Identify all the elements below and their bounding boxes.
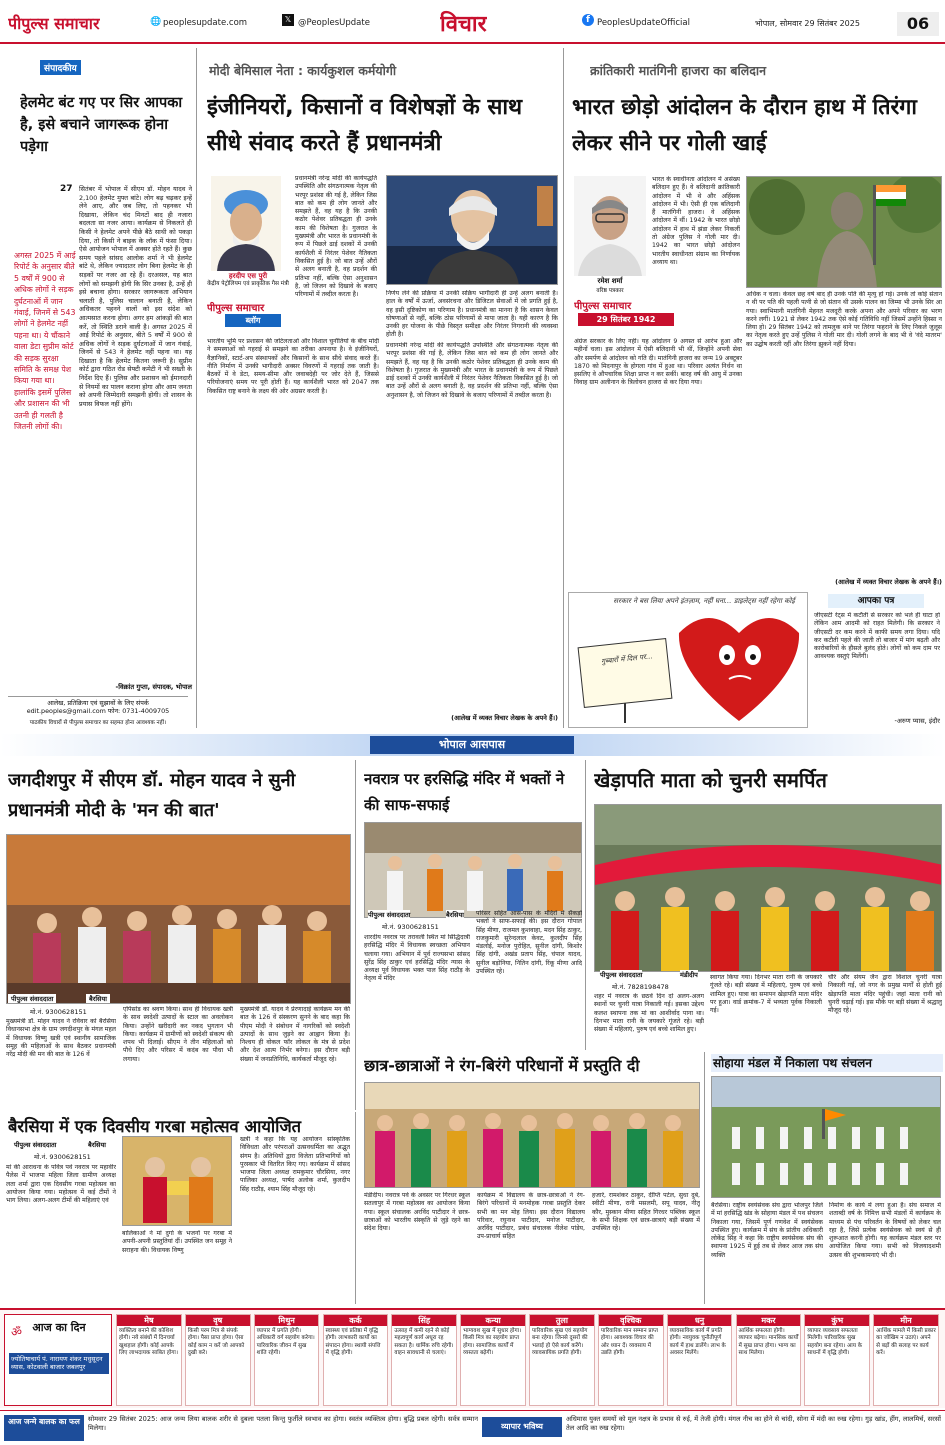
- rashi-name: धनु: [668, 1315, 732, 1326]
- mann-ki-baat-story: [0, 760, 356, 1110]
- birthday-tag: आज जन्मे बालक का फल: [4, 1415, 84, 1441]
- harsiddhi-credit: पीपुल्स संवाददाता: [368, 911, 411, 919]
- garba-story: [0, 1112, 356, 1304]
- letters-body: जीएसटी रेट्स में कटौती से सरकार को भले ही घाटा हो लेकिन आम आदमी को राहत मिलेगी। कि सरकार ने जीएसटी दर कम करने में काफी समय लगा दिया। यदि कर कटौती पहले की जाती तो बाजार में मांग बढ़ती और कारोबारियों के हौसले बुलंद होते। लोगों को कम दाम पर आवश्यक वस्तुएं मिलेंगी।: [814, 612, 940, 661]
- students-body-1: मंडीदीप। नवरात्र पर्व के अवसर पर गिरधर स्कूल सतलापुर में गरबा महोत्सव का आयोजन किया गया। स्कूल संचालक अरविंद पाटीदार ने छात्र-छात्राओं को भारतीय संस्कृति से जुड़े रहने का संदेश दिया।: [364, 1192, 470, 1233]
- chunari-story: [590, 760, 945, 1050]
- editorial-byline: -विक्रांत गुप्ता, संपादक, भोपाल: [115, 683, 192, 691]
- website-link[interactable]: peoplesupdate.com: [163, 18, 248, 28]
- rashi-card: [598, 1314, 664, 1406]
- author-name-sharma: रमेश शर्मा: [597, 277, 623, 285]
- sohaya-body-1: बैरसिया। राष्ट्रीय स्वयंसेवक संघ द्वारा भोजपुर जिले में मां हरसिद्धि खंड के सोहाया मंडल में पथ संचलन निकाला गया, जिसमें पूर्ण गणवेश में स्वयंसेवक उपस्थित हुए। कार्यक्रम में संघ के प्रांतीय अधिकारी लोकेंद्र सिंह ने कहा कि राष्ट्रीय स्वयंसेवक संघ की स्थापना 1925 में हुई तब से लेकर आज तक संघ व्यक्ति: [711, 1202, 823, 1259]
- brand-logo: पीपुल्स समाचार: [8, 14, 100, 33]
- mann-ki-baat-place: बैरसिया: [86, 994, 110, 1003]
- rashi-name: मीन: [874, 1315, 938, 1326]
- rashi-text: व्यावसायिक कार्य में प्रगति होगी। नवयुवक चुनौतीपूर्ण कार्य में हाथ डालेंगे। लाभ के अवसर मिलेंगे।: [669, 1328, 726, 1357]
- mann-ki-baat-credit: पीपुल्स संवाददाता: [8, 994, 56, 1003]
- hazra-kicker: क्रांतिकारी मातंगिनी हाजरा का बलिदान: [590, 63, 767, 78]
- sohaya-story: [709, 1052, 945, 1304]
- rashi-name: कर्क: [324, 1315, 388, 1326]
- blog-brand: पीपुल्स समाचार: [207, 303, 265, 314]
- letters-title: आपका पत्र: [828, 594, 924, 608]
- harsiddhi-body-1: शारदीय नवरात्र पर तरावली स्थित मां सिद्धिदात्री हरसिद्धि मंदिर में विधायक स्वच्छता अभियान चलाया गया। अभियान में पूर्व राज्यसभा सांसद सुरेंद्र सिंह ठाकुर एवं हरसिद्धि मंदिर न्यास के अध्यक्ष पूर्व विधायक भक्त पाल सिंह राठौड़ के नेतृत्व में मंदिर: [364, 934, 470, 983]
- author-photo-sharma: [574, 176, 646, 276]
- cartoon: [568, 592, 808, 728]
- rashi-card: [323, 1314, 389, 1406]
- editorial-body: सितंबर में भोपाल में सीएम डॉ. मोहन यादव ने 2,100 हेलमेट मुफ्त बांटे। लोग बढ़ चढ़कर इन्हें लेने आए, और जब लिए, तो पहनकर भी दिखाया, लेकिन चंद मिनटों बाद ही नजारा बदलता सा नजर आया। कार्यक्रम से निकलते ही किसी ने हेलमेट अपने पीछे बैठे साथी को पकड़ा दिया, तो किसी ने बाइक के लॉक में फंसा दिया। ऐसे आयोजन भोपाल में अक्सर होते रहते हैं। कुछ समय पहले सांसद आलोक शर्मा ने भी हेलमेट बांटे थे, लेकिन ज्यादातर लोग बिना हेलमेट के ही सड़कों पर नजर आ रहे हैं। दरअसल, यह बात लोगों को समझनी होगी कि सिर उनका है, उन्हें ही इसे बचाना होगा। सरकार जागरूकता अभियान चलाती है, पुलिस चालान बनाती है, लेकिन अधिकतर पहनने वालों को इस संदेश को आत्मसात करना होगा। अगर हम आंकड़ों की बात करें, तो स्थिति डराने वाली है। अगस्त 2025 में आई रिपोर्ट के अनुसार, बीते 5 वर्षों में 900 से अधिक लोगों ने सड़क दुर्घटनाओं में जान गंवाई, जिनमें से 543 ने हेलमेट नहीं पहना था। यह दिखाता है कि हेलमेट कितना जरूरी है। सुप्रीम कोर्ट द्वारा गठित रोड सेफ्टी कमेटी ने भी सख्ती के निर्देश दिए हैं। पुलिस और प्रशासन को ईमानदारी से नियमों का पालन कराना होगा और आम जनता को अपनी जिम्मेदारी समझनी होगी। तो शासन के प्रयास विफल नहीं होंगे।: [79, 185, 192, 408]
- rashi-card: [736, 1314, 802, 1406]
- modi-kicker: मोदी बेमिसाल नेता : कार्यकुशल कर्मयोगी: [209, 63, 397, 78]
- author-photo-puri: [211, 176, 281, 271]
- harsiddhi-photo: [364, 822, 582, 918]
- chunari-body-1: शहर में नवरात्र के छठवें दिन दो अलग-अलग स्थानों पर चुनरी यात्रा निकाली गई। इसका उद्देश्य कलश स्थापना तक मां का आशीर्वाद पाना था। दिनभर माता रानी के जयकारे गूंजते रहे। बड़ी संख्या में महिलाएं, पुरुष एवं बच्चे शामिल हुए।: [594, 993, 704, 1034]
- students-story: [360, 1052, 705, 1304]
- business-text: अधिमास युक्त समयों को मूल नक्षत्र के प्रभाव से रुई, में तेजी होगी। मंगल नीच का होने से चांदी, सोना में मंदी का रुख रहेगा। गुड़ खांड, हींग, लालमिर्च, सरसों तेल आदि का रुख रहेगा।: [566, 1415, 941, 1432]
- page-number: 06: [897, 12, 939, 36]
- garba-place: बैरसिया: [88, 1141, 106, 1149]
- editorial-disclaimer: पाठकीय विचारों से पीपुल्स समाचार का सहमत होना आवश्यक नहीं।: [29, 720, 167, 726]
- cartoon-bubble: सरकार ने बस लिया अपने इंतज़ाम, नहीं घना... डाइलेट्स नहीं रहेगा कोई: [613, 597, 795, 605]
- mann-ki-baat-body-1: मुख्यमंत्री डॉ. मोहन यादव ने रविवार को बैरसिया विधानसभा क्षेत्र के ग्राम जगदीशपुर के मंगल महल में विधायक विष्णु खत्री एवं स्थानीय सामाजिक समूह की महिलाओं के साथ बैठकर प्रधानमंत्री नरेंद्र मोदी की मन की बात के 126 वें: [6, 1018, 116, 1059]
- garba-body-3: खत्री ने कहा कि यह आयोजन सांस्कृतिक विविधता और परंपराओं उत्सवधर्मिता का अद्भुत संगम है। अतिथियों द्वारा विजेता प्रतिभागियों को पुरस्कार भी वितरित किए गए। कार्यक्रम में सांसद भाजपा जिला अध्यक्ष रामकुमार चौरसिया, नगर पालिका अध्यक्ष, पार्षद अलोक शर्मा, कुलदीप सिंह राठौड़, श्याम सिंह मौजूद रहे।: [240, 1136, 350, 1193]
- garba-body-2: बालिकाओं ने मां दुर्गा के भजनों पर गरबा में अपनी-अपनी प्रस्तुतियां दीं। उपस्थित जन समूह ने सराहना की। विधायक विष्णु: [122, 1230, 232, 1254]
- garba-credit: पीपुल्स संवाददाता: [14, 1141, 57, 1149]
- rashi-card: [391, 1314, 457, 1406]
- rashi-text: व्यक्तित्व बनाने की कोशिश होगी। नये संबंधों में दिनचर्या खुशहाल होगी। कोई आपके लिए लाभदायक साबित होगा।: [119, 1328, 179, 1357]
- letters-byline: -अरुण प्यास, इंदौर: [894, 717, 940, 725]
- bottom-strip: [0, 1410, 945, 1445]
- chunari-body-3: चौरे और संयम जैन द्वारा विशाल चुनरी यात्रा निकाली गई, जो नगर के प्रमुख मार्गों से होती हुई खेड़ापति माता मंदिर पहुंची। जहां माता रानी को चुनरी चढ़ाई गई। इस मौके पर बड़ी संख्या में श्रद्धालु मौजूद रहे।: [828, 974, 942, 1015]
- rashi-name: वृश्चिक: [599, 1315, 663, 1326]
- rashi-text: किसी परम मित्र से संपर्क होगा। पैसा प्राप्त होगा। ऐसा कोई काम न करें जो आपको दुखी करे।: [187, 1328, 245, 1357]
- x-handle-link[interactable]: @PeoplesUpdate: [298, 18, 370, 28]
- globe-icon: 🌐: [150, 17, 162, 27]
- mann-ki-baat-body-3: मुख्यमंत्री डॉ. यादव ने प्रेरणादाई कार्यक्रम मन की बात के 126 वें संस्करण सुनने के बाद कहा कि पीएम मोदी ने संबोधन में नागरिकों को स्वदेशी उत्पादों के साथ जुड़ने का आह्वान किया है। निश्चय ही वोकल फॉर लोकल के मंत्र से प्रदेश और देश आत्म निर्भर बनेगा। इस दौरान बड़ी संख्या में जनप्रतिनिधि, कार्यकर्ता मौजूद रहे।: [240, 1006, 350, 1063]
- x-icon: 𝕏: [282, 14, 294, 26]
- hazra-body-3: अंग्रेज सरकार के लिए नहीं। यह आंदोलन 9 अगस्त से आरंभ हुआ और महीनों चला। इस आंदोलन में ऐसी बलिदानी भी थीं, जिन्होंने अपनी सेवा और समर्पण से आंदोलन को गति दी। मातंगिनी हाजरा का जन्म 19 अक्टूबर 1870 को मिदनापुर के होगला गांव में हुआ था। परिवार अत्यंत निर्धन था इसलिए वे औपचारिक शिक्षा प्राप्त न कर सकीं। बारह वर्ष की आयु में उनका विवाह ग्राम अलीनान के त्रिलोचन हाजरा से कर दिया गया।: [574, 338, 742, 387]
- editorial-contact: आलेख, प्रतिक्रिया एवं सुझावों के लिए संपर्क edit.peoples@gmail.com फोन: 0731-4009705: [8, 696, 188, 715]
- rashi-text: व्यापार व्यवसाय सफलता मिलेगी। पारिवारिक सुख सहयोग बना रहेगा। आय के साधनों में वृद्धि होगी।: [807, 1328, 863, 1357]
- blog-tag: ब्लॉग: [225, 314, 281, 327]
- facebook-handle-link[interactable]: PeoplesUpdateOfficial: [597, 18, 690, 28]
- rashi-card: [254, 1314, 320, 1406]
- chunari-mobile: मो.नं. 7828198478: [612, 983, 669, 991]
- chunari-photo: [594, 804, 942, 972]
- modi-body-1: प्रधानमंत्री नरेन्द्र मोदी की कार्यपद्धति उपस्थिति और संगठनात्मक नेतृत्व की भरपूर प्रशंसा की गई है, लेकिन जिस बात को कम ही लोग जानते और समझते हैं, वह यह है कि उनकी कठोर पेशेवर प्रतिबद्धता ही उनके काम की विशेषता है। गुजरात के मुख्यमंत्री और भारत के प्रधानमंत्री के रूप में पिछले ढाई दशकों में उनकी कार्यशैली में निरंतर पेशेवर नैतिकता विकसित हुई है। जो बात उन्हें औरों से अलग बनाती है, वह प्रदर्शन की प्रतिभा नहीं, बल्कि ऐसा अनुशासन है, जो जिजन को दिखावे के बजाए परिणामों में तब्दील करता है।: [295, 175, 377, 299]
- rashi-name: मिथुन: [255, 1315, 319, 1326]
- local-band-title: भोपाल आसपास: [370, 736, 574, 754]
- chunari-headline: खेड़ापति माता को चुनरी समर्पित: [594, 768, 827, 792]
- editorial-date-number: 27: [60, 184, 73, 194]
- chunari-place: मंडीदीप: [680, 971, 698, 979]
- rashi-name: कुंभ: [805, 1315, 869, 1326]
- sohaya-photo: [711, 1076, 941, 1198]
- aaj-ka-din-box: [4, 1314, 112, 1406]
- students-body-2: कार्यक्रम में विद्यालय के छात्र-छात्राओं ने रंग-बिरंगे परिधानों में मनमोहक गरबा प्रस्तुति देकर सभी का मन मोह लिया। इस दौरान विद्यालय परिवार, रघुनाथ पाटीदार, मनोज पाटीदार, अरविंद पाटीदार, प्रबंध संचालक नीलेश पांडेय, उप-प्राचार्य सहित: [477, 1192, 585, 1241]
- sohaya-body-2: निर्माण के कार्य में लगा हुआ है। संघ समाज में शताब्दी वर्ष के निमित्त सभी मंडलों में कार्यक्रम के माध्यम से पंच परिवर्तन के विषयों को लेकर चल रहा है, जिसे प्रत्येक स्वयंसेवक को स्वयं से ही शुरूआत करनी होगी। यह कार्यक्रम मंडल स्तर पर आयोजित किया गया। सभी को विजयादशमी उत्सव की शुभकामनाएं भी दी।: [829, 1202, 941, 1259]
- rashi-text: भाग्यवश सुख में सुधार होगा। किसी मित्र का सहयोग प्राप्त होगा। सामाजिक कार्यों में व्यस्तता बढ़ेगी।: [463, 1328, 522, 1357]
- hazra-statue-photo: [746, 176, 942, 288]
- modi-body-2: भारतीय भूमि पर प्रशासन की जटिलताओं और विशाल चुनौतियों के बीच मोदी ने समस्याओं को गहराई से समझने का तरीका अपनाया है। वे इंजीनियरों, वैज्ञानिकों, स्टार्ट-अप संस्थापकों और किसानों के साथ सीधे संवाद करते हैं। नीति निर्माण में उनकी भागीदारी अक्सर विवरणों में गहराई तक जाती है। बैठकों में वे डेटा, समय-सीमा और जवाबदेही पर जोर देते हैं, जिससे परियोजनाएं समय पर पूरी होती हैं। यह कार्यशैली भारत को 2047 तक विकसित राष्ट्र बनाने के लक्ष्य की ओर अग्रसर करती है।: [207, 338, 379, 395]
- rashi-card: [460, 1314, 526, 1406]
- harsiddhi-headline: नवरात्र पर हरसिद्धि मंदिर में भक्तों ने की साफ-सफाई: [364, 770, 565, 814]
- rashi-text: उत्साह में कमी रहने से कोई महत्वपूर्ण कार्य अधूरा रह सकता है। धार्मिक रुचि रहेगी। वाहन सावधानी से चलाएं।: [394, 1328, 454, 1357]
- rashi-text: आर्थिक सफलता होगी। व्यापार बढ़ेगा। मानसिक कार्यों में सुख प्राप्त होगा। भाग्य का साथ मिलेगा।: [738, 1328, 799, 1357]
- rashi-name: कन्या: [461, 1315, 525, 1326]
- mann-ki-baat-mobile: मो.नं. 9300628151: [30, 1008, 87, 1016]
- dateline: भोपाल, सोमवार 29 सितंबर 2025: [755, 19, 860, 28]
- author-role-puri: केंद्रीय पेट्रोलियम एवं प्राकृतिक गैस मंत्री: [207, 281, 289, 287]
- panchang-text: ज्योतिषाचार्य पं. नारायण शंकर मधुसूदन व्यास, कोटवाली बाजार जबलपुर: [9, 1353, 109, 1374]
- editorial-sidebar: अगस्त 2025 में आई रिपोर्ट के अनुसार बीते 5 वर्षों में 900 से अधिक लोगों ने सड़क दुर्घटनाओं में जान गंवाई, जिनमें से 543 लोगों ने हेलमेट नहीं पहना था। ये चौंकाने वाला डेटा सुप्रीम कोर्ट की सड़क सुरक्षा समिति के समक्ष पेश किया गया था। हालांकि इसमें पुलिस और प्रशासन की भी उतनी ही गलती है जितनी लोगों की।: [14, 251, 76, 432]
- modi-footer: (आलेख में व्यक्त विचार लेखक के अपने हैं।): [451, 714, 558, 722]
- cartoon-board: गुब्बारों में दिल पर...: [600, 652, 653, 666]
- harsiddhi-place: बैरसिया: [446, 911, 464, 919]
- modi-article: [201, 48, 564, 728]
- om-icon: ॐ: [11, 1325, 22, 1339]
- author-name-puri: हरदीप एस पुरी: [228, 272, 268, 280]
- masthead: [0, 0, 945, 44]
- rashi-name: मकर: [737, 1315, 801, 1326]
- rashi-text: स्वास्थ्य एवं प्रतिष्ठा में वृद्धि होगी। लाभकारी कार्यों का संपादन होगा। स्थायी संपत्ति में वृद्धि होगी।: [325, 1328, 381, 1357]
- rashi-grid: [116, 1314, 942, 1406]
- garba-photo: [122, 1136, 232, 1226]
- birthday-text: सोमवार 29 सितंबर 2025: आज जन्म लिया बालक शरीर से दुबला पतला किन्तु फुर्तीले स्वभाव का होगा। स्वतंत्र व्यक्तित्व होगा। बुद्धि प्रबल रहेगी। सर्वत्र सम्मान मिलेगा।: [88, 1415, 478, 1432]
- section-title: विचार: [440, 12, 487, 37]
- local-band: [0, 734, 945, 756]
- mann-ki-baat-headline: जगदीशपुर में सीएम डॉ. मोहन यादव ने सुनी प्रधानमंत्री मोदी के 'मन की बात': [8, 770, 296, 821]
- garba-mobile: मो.नं. 9300628151: [34, 1153, 91, 1161]
- hazra-headline: भारत छोड़ो आंदोलन के दौरान हाथ में तिरंगा लेकर सीने पर गोली खाई: [572, 95, 917, 156]
- rashi-card: [804, 1314, 870, 1406]
- mann-ki-baat-photo: [6, 834, 351, 1004]
- hazra-article: [568, 48, 945, 588]
- author-role-sharma: वरिष्ठ पत्रकार: [596, 288, 624, 294]
- rashi-name: वृष: [186, 1315, 250, 1326]
- rashi-text: आर्थिक मामले में किसी प्रकार का जोखिम न उठाएं। अपने से बड़ों की सलाह पर कार्य करें।: [876, 1328, 936, 1357]
- facebook-icon: f: [582, 14, 594, 26]
- modi-body-3: निर्णय लेने की प्रक्रिया में उनकी सक्रिय भागीदारी ही उन्हें अलग बनाती है। हाल के वर्षों में ऊर्जा, अवसंरचना और डिजिटल सेवाओं में जो प्रगति हुई है, वह इसी दृष्टिकोण का परिणाम है। प्रधानमंत्री का मानना है कि शासन केवल घोषणाओं से नहीं, बल्कि ठोस परिणामों से मापा जाता है। यही कारण है कि उनकी हर योजना के पीछे विस्तृत समीक्षा और निरंतर निगरानी की व्यवस्था होती है।: [386, 290, 558, 338]
- sohaya-headline: सोहाया मंडल में निकाला पथ संचलन: [711, 1054, 943, 1072]
- garba-body-1: मां की आराधना के पवित्र पर्व नवरात्र पर महावीर पैलेस में भाजपा महिला जिला ग्रामीण अध्यक्ष लता शर्मा द्वारा एक दिवसीय गरबा महोत्सव का आयोजन किया गया। महोत्सव में कई टीमों ने भाग लिया। अलग-अलग टीमों की महिलाएं एवं: [6, 1164, 116, 1205]
- rashi-card: [667, 1314, 733, 1406]
- students-headline: छात्र-छात्राओं ने रंग-बिरंगे परिधानों में प्रस्तुति दी: [364, 1056, 640, 1075]
- hazra-date-tag: 29 सितंबर 1942: [578, 313, 674, 326]
- modi-photo: [386, 175, 558, 285]
- editorial-headline: हेलमेट बंट गए पर सिर आपका है, इसे बचाने जागरूक होना पड़ेगा: [20, 95, 183, 155]
- rashi-text: पारिवारिक सुख एवं सहयोग बना रहेगा। जिनसे दूसरों की भलाई हो ऐसे कार्य करेंगे। व्यावसायिक प्रगति होगी।: [532, 1328, 588, 1357]
- editorial-column: [0, 48, 197, 728]
- rashi-name: तुला: [530, 1315, 594, 1326]
- hazra-brand: पीपुल्स समाचार: [574, 301, 632, 312]
- students-body-3: हजारे, रामशंकर ठाकुर, दीप्ति पटेल, सुधा दुबे, स्वीटी मीणा, रानी मसलमी, सपू यादव, नीतू कौर, मुस्कान मीणा सहित गिरधर पब्लिक स्कूल के सभी शिक्षक एवं छात्र-छात्राएं बड़ी संख्या में उपस्थित रहे।: [592, 1192, 700, 1233]
- harsiddhi-mobile: मो.नं. 9300628151: [382, 923, 439, 931]
- modi-headline: इंजीनियरों, किसानों व विशेषज्ञों के साथ सीधे संवाद करते हैं प्रधानमंत्री: [207, 95, 523, 156]
- students-photo: [364, 1082, 700, 1188]
- rashi-text: पारिवारिक मान सम्मान प्राप्त होगा। आवश्यक विचार की ओर ध्यान दें। व्यवसाय में उन्नति होगी।: [600, 1328, 658, 1357]
- rashi-card: [529, 1314, 595, 1406]
- rashi-card: [185, 1314, 251, 1406]
- harsiddhi-story: [360, 760, 586, 1050]
- modi-body-3b: प्रधानमंत्री नरेन्द्र मोदी की कार्यपद्धति उपस्थिति और संगठनात्मक नेतृत्व की भरपूर प्रशंसा की गई है, लेकिन जिस बात को कम ही लोग जानते और समझते हैं, वह यह है कि उनकी कठोर पेशेवर प्रतिबद्धता ही उनके काम की विशेषता है। गुजरात के मुख्यमंत्री और भारत के प्रधानमंत्री के रूप में पिछले ढाई दशकों में उनकी कार्यशैली में निरंतर पेशेवर नैतिकता विकसित हुई है। जो बात उन्हें औरों से अलग बनाती है, वह प्रदर्शन की प्रतिभा नहीं, बल्कि ऐसा अनुशासन है, जो जिजन को दिखावे के बजाए परिणामों में तब्दील करता है।: [386, 342, 558, 399]
- chunari-credit: पीपुल्स संवाददाता: [600, 971, 643, 979]
- rashi-name: मेष: [117, 1315, 181, 1326]
- harsiddhi-body-2: परिसर सहित आस-पास के मंदिरों में सैकड़ों भक्तों ने साफ-सफाई की। इस दौरान गोपाल सिंह मीणा, राजमल कुशवाहा, मदन सिंह ठाकुर, राजकुमारी सुरेन्दलाल केवट, कुलदीप सिंह मंडलोई, मनोज पुरोहित, सुनील दांगी, किशोर सिंह दांगी, अखंड प्रताप सिंह, चंपाल यादव, सुनील बड़ोनिया, नितिन दांगी, रिंकू मीणा आदि उपस्थित रहे।: [476, 910, 582, 976]
- editorial-tag: संपादकीय: [40, 60, 81, 75]
- garba-headline: बैरसिया में एक दिवसीय गरबा महोत्सव आयोजित: [8, 1117, 302, 1136]
- business-tag: व्यापार भविष्य: [482, 1417, 562, 1437]
- letters-box: [812, 592, 942, 728]
- rashi-card: [116, 1314, 182, 1406]
- chunari-body-2: स्वागत किया गया। दिनभर माता रानी के जयकारे गूंजते रहे। बड़ी संख्या में महिलाएं, पुरुष एवं बच्चे शामिल हुए। यात्रा का समापन खेड़ापति माता मंदिर पर हुआ। वार्ड क्रमांक-7 में भव्यता पूर्वक निकाली गई।: [710, 974, 822, 1015]
- rashi-name: सिंह: [392, 1315, 456, 1326]
- rashi-text: व्यापार में प्रगति होगी। अधिकारी वर्ग सहयोग करेगा। पारिवारिक जीवन में सुख शांति रहेगी।: [256, 1328, 315, 1357]
- rashi-card: [873, 1314, 939, 1406]
- mann-ki-baat-body-2: एपिसोड का श्रवण किया। साथ ही विधायक खत्री के साथ स्वदेशी उत्पादों के स्टाल का अवलोकन किया। उन्होंने खरीदारी कर नकद भुगतान भी किया। कार्यक्रम में ग्रामीणों को स्वदेशी संकल्प की शपथ भी दिलाई। सीएम ने तीन महिलाओं को पौधे दिए और परिसर में कदंब का पौधा भी लगाया।: [123, 1006, 233, 1063]
- hazra-body-1: भारत के स्वाधीनता आंदोलन में असंख्य बलिदान हुए हैं। वे बलिदानी क्रांतिकारी आंदोलन में भी थे और अहिंसक आंदोलन में भी। ऐसी ही एक बलिदानी हैं मातंगिनी हाजरा। वे अहिंसक आंदोलन में थीं। 1942 के भारत छोड़ो आंदोलन में हाथ में झंडा लेकर निकलीं तो अंग्रेज पुलिस ने गोली मार दी। 1942 का भारत छोड़ो आंदोलन भारतीय स्वाधीनता संग्राम का निर्णायक अध्याय था।: [652, 176, 740, 266]
- hazra-footer: (आलेख में व्यक्त विचार लेखक के अपने हैं।): [835, 578, 942, 586]
- aaj-ka-din-title: आज का दिन: [32, 1321, 86, 1334]
- hazra-body-2: अधिक न चला। केवल छह वर्ष बाद ही उनके पति की मृत्यु हो गई। उनके तो कोई संतान न थी पर पति की पहली पत्नी से जो संतान थी उसके पालन का जिम्मा भी उनके सिर आ गया। स्वाभिमानी मातंगिनी मेहनत मजदूरी करके अपना और अपने परिवार का भरण करने लगीं। 1921 से लेकर 1942 तक ऐसे कोई गतिविधि नहीं जिसमें उन्होंने हिस्सा न लिया हो। 29 सितंबर 1942 को तामलुक थाने पर तिरंगा फहराने के लिए निकले जुलूस का नेतृत्व करते हुए उन्हें पुलिस ने गोली मार दी। गोली लगने के बाद भी वे 'वंदे मातरम' का उद्घोष करती रहीं और तिरंगा झुकने नहीं दिया।: [746, 291, 942, 348]
- rashifal-section: [0, 1308, 945, 1408]
